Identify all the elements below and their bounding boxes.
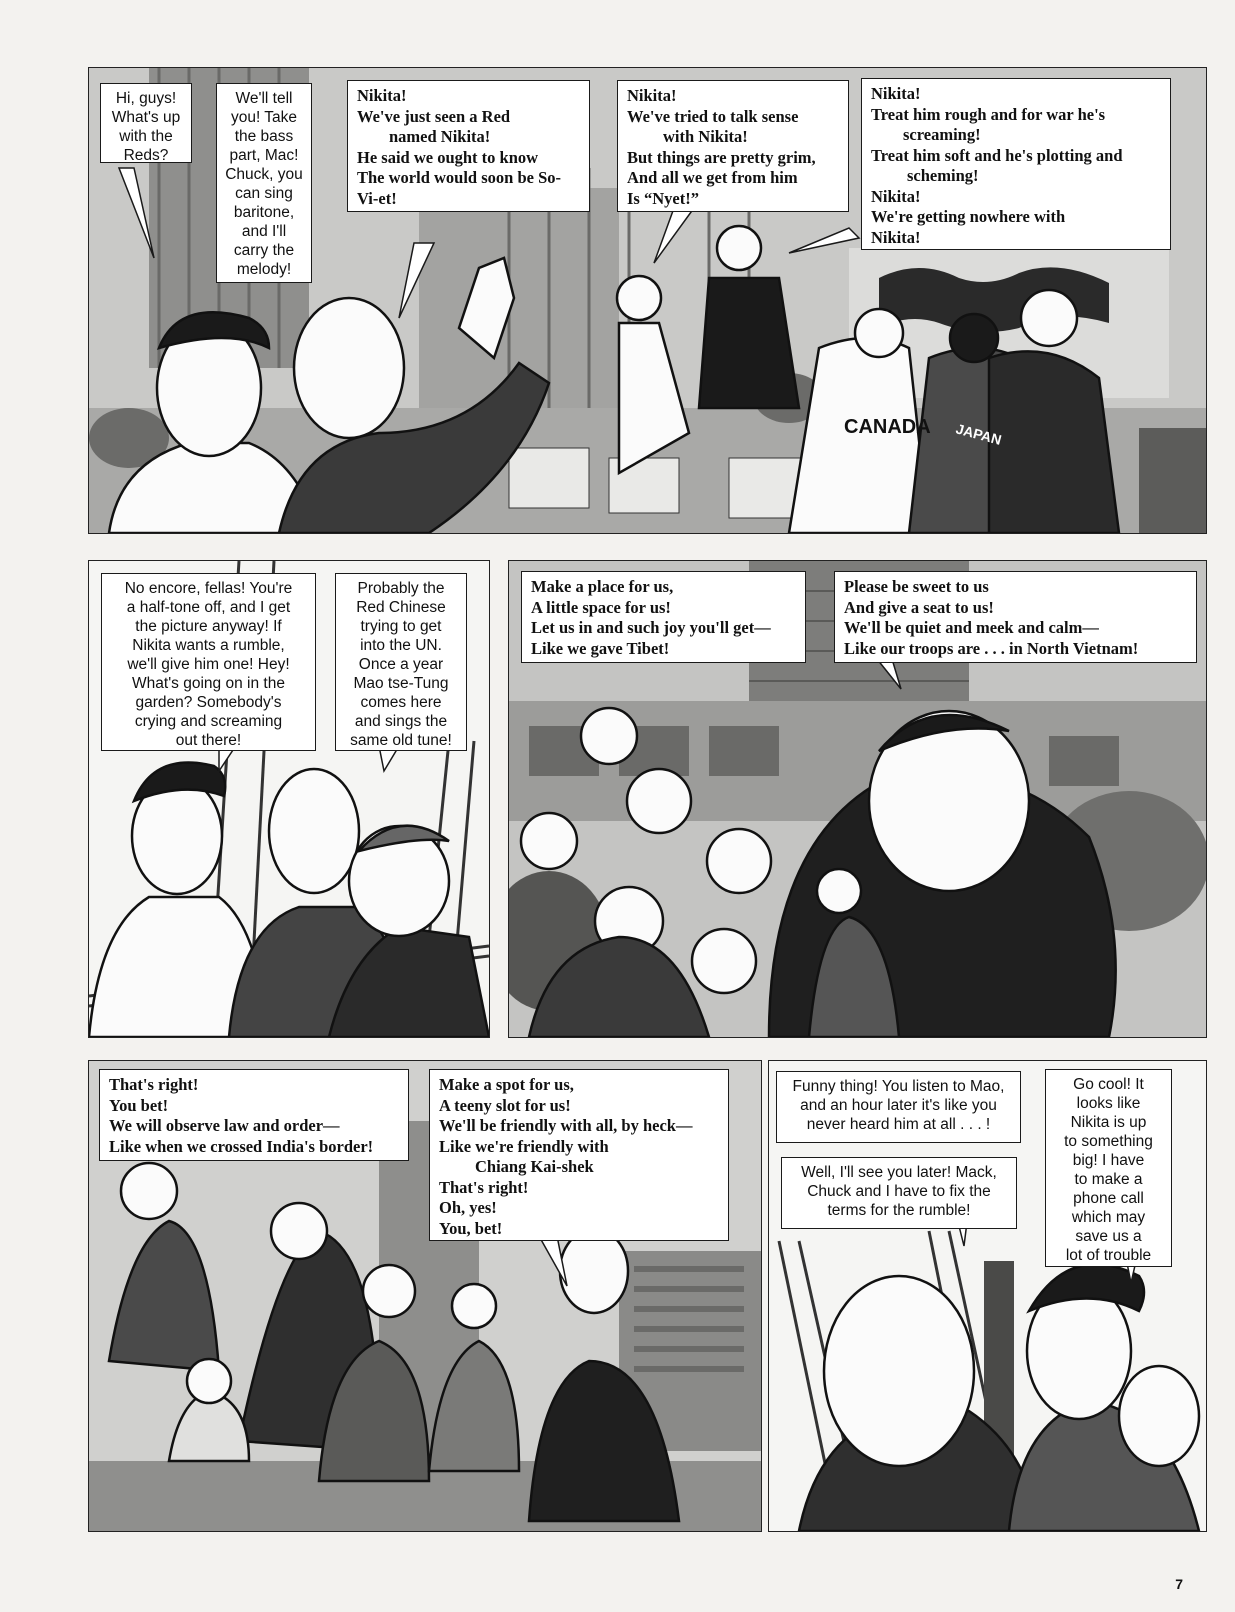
panel-4 <box>88 1060 762 1532</box>
speech-balloon-go-cool: Go cool! It looks like Nikita is up to something big! I have to make a phone call which may save us a lot of trouble <box>1045 1069 1172 1267</box>
song-balloon-thats-right: That's right! You bet! We will observe law and order— Like when we crossed India's border! <box>99 1069 409 1161</box>
song-balloon-make-a-spot: Make a spot for us, A teeny slot for us! We'll be friendly with all, by heck— Like we're friendly with Chiang Kai-shek That's right! Oh, yes! You, bet! <box>429 1069 729 1241</box>
page-number: 7 <box>1175 1576 1183 1592</box>
panel-3 <box>508 560 1207 1038</box>
panel-2 <box>88 560 490 1038</box>
song-balloon-talk-sense: Nikita! We've tried to talk sense with Nikita! But things are pretty grim, And all we get from him Is “Nyet!” <box>617 80 849 212</box>
song-balloon-make-a-place: Make a place for us, A little space for us! Let us in and such joy you'll get— Like we gave Tibet! <box>521 571 806 663</box>
panel-1 <box>88 67 1207 534</box>
speech-balloon-whats-up: Hi, guys! What's up with the Reds? <box>100 83 192 163</box>
speech-balloon-funny-thing: Funny thing! You listen to Mao, and an hour later it's like you never heard him at all . . . ! <box>776 1071 1021 1143</box>
speech-balloon-well-tell-you: We'll tell you! Take the bass part, Mac! Chuck, you can sing baritone, and I'll carry the melody! <box>216 83 312 283</box>
speech-balloon-see-you-later: Well, I'll see you later! Mack, Chuck and I have to fix the terms for the rumble! <box>781 1157 1017 1229</box>
speech-balloon-red-chinese: Probably the Red Chinese trying to get into the UN. Once a year Mao tse-Tung comes here and sings the same old tune! <box>335 573 467 751</box>
song-balloon-be-sweet: Please be sweet to us And give a seat to us! We'll be quiet and meek and calm— Like our troops are . . . in North Vietnam! <box>834 571 1197 663</box>
speech-balloon-no-encore: No encore, fellas! You're a half-tone off, and I get the picture anyway! If Nikita wants a rumble, we'll give him one! Hey! What's going on in the garden? Somebody's crying and screaming out there! <box>101 573 316 751</box>
jacket-label-canada: CANADA <box>844 416 931 438</box>
panel-5 <box>768 1060 1207 1532</box>
song-balloon-getting-nowhere: Nikita! Treat him rough and for war he's screaming! Treat him soft and he's plotting and scheming! Nikita! We're getting nowhere with Nikita! <box>861 78 1171 250</box>
song-balloon-red-named-nikita: Nikita! We've just seen a Red named Nikita! He said we ought to know The world would soon be So- Vi-et! <box>347 80 590 212</box>
jacket-label-japan: JAPAN <box>954 420 1004 448</box>
